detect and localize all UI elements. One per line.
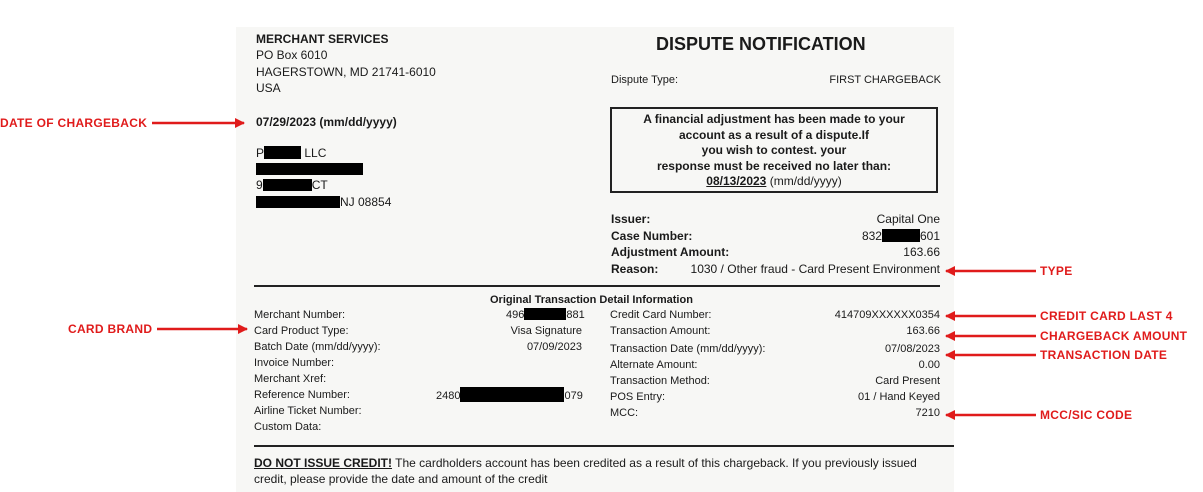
field-label: Batch Date (mm/dd/yyyy): bbox=[254, 341, 381, 353]
adjustment-amount-value: 163.66 bbox=[903, 245, 940, 259]
notice-line: A financial adjustment has been made to your bbox=[643, 112, 905, 126]
issuer-value: Capital One bbox=[876, 212, 940, 226]
chargeback-date: 07/29/2023 (mm/dd/yyyy) bbox=[256, 115, 397, 129]
card-product-value: Visa Signature bbox=[510, 325, 582, 337]
dispute-type-label: Dispute Type: bbox=[611, 74, 679, 86]
field-label: Invoice Number: bbox=[254, 357, 335, 369]
annotation-credit-card-last4: CREDIT CARD LAST 4 bbox=[1040, 309, 1173, 323]
reason-value: 1030 / Other fraud - Card Present Environment bbox=[690, 262, 940, 276]
annotation-transaction-date: TRANSACTION DATE bbox=[1040, 348, 1168, 362]
footer-line: credit, please provide the date and amount of the credit bbox=[254, 472, 548, 486]
field-label: Card Product Type: bbox=[254, 325, 349, 337]
field-label: Merchant Number: bbox=[254, 309, 346, 321]
footer-line: DO NOT ISSUE CREDIT! The cardholders account has been credited as a result of this chargeback. If you previously issued bbox=[254, 456, 917, 470]
notice-line: you wish to contest. your bbox=[701, 143, 847, 157]
pos-entry-value: 01 / Hand Keyed bbox=[858, 391, 940, 403]
response-deadline: 08/13/2023 bbox=[706, 174, 767, 188]
alternate-amount-value: 0.00 bbox=[918, 359, 940, 371]
page-title: DISPUTE NOTIFICATION bbox=[656, 34, 866, 54]
merchant-address-line: HAGERSTOWN, MD 21741-6010 bbox=[256, 65, 436, 79]
field-label: Airline Ticket Number: bbox=[254, 405, 362, 417]
card-number-value: 414709XXXXXX0354 bbox=[834, 309, 940, 321]
field-label: Transaction Amount: bbox=[610, 325, 711, 337]
adjustment-amount-label: Adjustment Amount: bbox=[611, 245, 730, 259]
field-label: Transaction Method: bbox=[610, 375, 710, 387]
annotation-chargeback-amount: CHARGEBACK AMOUNT bbox=[1040, 329, 1188, 343]
field-label: Transaction Date (mm/dd/yyyy): bbox=[610, 343, 766, 355]
do-not-issue-credit-warning: DO NOT ISSUE CREDIT! bbox=[254, 456, 393, 470]
section-title: Original Transaction Detail Information bbox=[490, 294, 693, 306]
field-label: Credit Card Number: bbox=[610, 309, 712, 321]
reason-label: Reason: bbox=[611, 262, 659, 276]
field-label: Custom Data: bbox=[254, 421, 322, 433]
field-label: MCC: bbox=[610, 407, 639, 419]
case-number-value: 832 601 bbox=[861, 229, 940, 243]
notice-line: response must be received no later than: bbox=[656, 158, 892, 173]
mcc-value: 7210 bbox=[915, 407, 940, 419]
batch-date-value: 07/09/2023 bbox=[526, 341, 582, 353]
merchant-name: MERCHANT SERVICES bbox=[256, 32, 389, 46]
transaction-amount-value: 163.66 bbox=[906, 325, 940, 337]
field-label: Reference Number: bbox=[254, 389, 350, 401]
recipient-line: P LLC bbox=[256, 146, 327, 160]
transaction-method-value: Card Present bbox=[875, 375, 940, 387]
field-label: POS Entry: bbox=[610, 391, 666, 403]
recipient-line: 9 CT bbox=[256, 178, 328, 192]
merchant-address-line: USA bbox=[256, 81, 281, 95]
dispute-type-value: FIRST CHARGEBACK bbox=[829, 74, 941, 86]
notice-line: account as a result of a dispute.If bbox=[678, 127, 870, 142]
annotation-type: TYPE bbox=[1040, 264, 1073, 278]
annotation-date-of-chargeback: DATE OF CHARGEBACK bbox=[0, 116, 148, 130]
issuer-label: Issuer: bbox=[611, 212, 651, 226]
annotation-mcc-sic-code: MCC/SIC CODE bbox=[1040, 408, 1133, 422]
reference-number-value: 2480 079 bbox=[436, 387, 583, 404]
field-label: Alternate Amount: bbox=[610, 359, 698, 371]
merchant-address-line: PO Box 6010 bbox=[256, 48, 328, 62]
transaction-date-value: 07/08/2023 bbox=[884, 343, 940, 355]
field-label: Merchant Xref: bbox=[254, 373, 327, 385]
case-number-label: Case Number: bbox=[611, 229, 693, 243]
annotation-card-brand: CARD BRAND bbox=[68, 322, 153, 336]
merchant-number-value: 496 881 bbox=[506, 309, 585, 321]
recipient-line: NJ 08854 bbox=[256, 194, 391, 210]
contest-notice-box: A financial adjustment has been made to your account as a result of a dispute.If you wish to contest. your response must be received no later than: 08/13/2023 (mm/dd/yyyy) bbox=[610, 107, 938, 193]
